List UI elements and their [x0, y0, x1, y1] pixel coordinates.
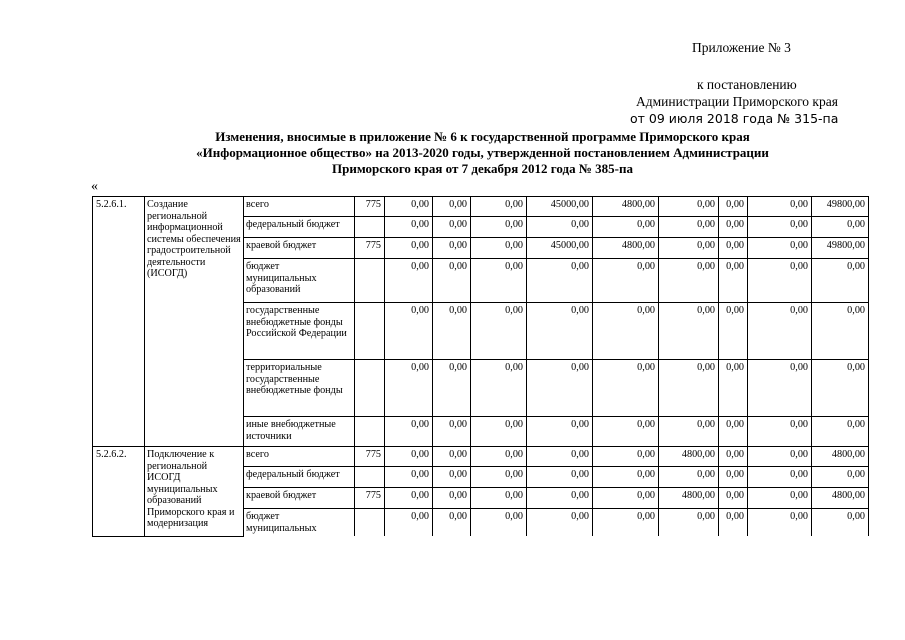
amount-cell: 0,00 — [748, 360, 812, 417]
amount-cell: 0,00 — [385, 259, 433, 303]
amount-cell: 0,00 — [433, 259, 471, 303]
amount-cell: 0,00 — [659, 197, 719, 217]
amount-cell: 0,00 — [433, 417, 471, 447]
funding-source: государственные внебюджетные фонды Российской Федерации — [244, 303, 355, 360]
amount-cell: 0,00 — [719, 417, 748, 447]
amount-cell: 0,00 — [593, 467, 659, 488]
amount-cell: 4800,00 — [659, 447, 719, 467]
amount-cell: 0,00 — [659, 259, 719, 303]
administration-label: Администрации Приморского края — [636, 94, 838, 109]
grbs-code: 775 — [355, 488, 385, 509]
amount-cell: 0,00 — [812, 417, 869, 447]
amount-cell: 45000,00 — [527, 238, 593, 259]
amount-cell: 0,00 — [527, 488, 593, 509]
amount-cell: 0,00 — [385, 238, 433, 259]
funding-source: бюджет муниципальных образований — [244, 259, 355, 303]
amount-cell: 0,00 — [433, 467, 471, 488]
amount-cell: 0,00 — [659, 360, 719, 417]
amount-cell: 4800,00 — [593, 238, 659, 259]
amount-cell: 0,00 — [385, 417, 433, 447]
grbs-code — [355, 303, 385, 360]
amount-cell: 0,00 — [812, 303, 869, 360]
amount-cell: 0,00 — [593, 488, 659, 509]
amount-cell: 0,00 — [593, 259, 659, 303]
amount-cell: 0,00 — [659, 238, 719, 259]
amount-cell: 0,00 — [385, 360, 433, 417]
amount-cell: 0,00 — [719, 467, 748, 488]
amount-cell: 0,00 — [385, 447, 433, 467]
funding-source: иные внебюджетные источники — [244, 417, 355, 447]
amount-cell: 0,00 — [593, 509, 659, 537]
table-row — [93, 197, 869, 217]
amount-cell: 0,00 — [748, 467, 812, 488]
title-line-3: Приморского края от 7 декабря 2012 года № 385-па — [332, 161, 633, 176]
amount-cell: 0,00 — [719, 488, 748, 509]
amount-cell: 0,00 — [593, 303, 659, 360]
title-line-1: Изменения, вносимые в приложение № 6 к государственной программе Приморского края — [215, 129, 750, 144]
amount-cell: 0,00 — [659, 217, 719, 238]
amount-cell: 0,00 — [593, 417, 659, 447]
amount-cell: 0,00 — [471, 217, 527, 238]
grbs-code — [355, 417, 385, 447]
grbs-code — [355, 509, 385, 537]
amount-cell: 0,00 — [812, 509, 869, 537]
amount-cell: 0,00 — [719, 197, 748, 217]
grbs-code: 775 — [355, 238, 385, 259]
funding-source: краевой бюджет — [244, 488, 355, 509]
amount-cell: 4800,00 — [593, 197, 659, 217]
amount-cell: 0,00 — [812, 467, 869, 488]
amount-cell: 0,00 — [385, 217, 433, 238]
funding-source: всего — [244, 197, 355, 217]
amount-cell: 49800,00 — [812, 238, 869, 259]
amount-cell: 0,00 — [719, 360, 748, 417]
amount-cell: 0,00 — [433, 447, 471, 467]
amount-cell: 0,00 — [433, 238, 471, 259]
amount-cell: 0,00 — [719, 509, 748, 537]
title-line-2: «Информационное общество» на 2013-2020 годы, утвержденной постановлением Администрации — [196, 145, 769, 160]
grbs-code: 775 — [355, 197, 385, 217]
amount-cell: 0,00 — [719, 238, 748, 259]
amount-cell: 0,00 — [385, 197, 433, 217]
activity-name: Создание региональной информационной системы обеспечения градостроительной деятельности (ИСОГД) — [145, 197, 244, 447]
amount-cell: 0,00 — [433, 303, 471, 360]
amount-cell: 0,00 — [748, 217, 812, 238]
amount-cell: 0,00 — [433, 509, 471, 537]
amount-cell: 0,00 — [471, 488, 527, 509]
amount-cell: 4800,00 — [812, 488, 869, 509]
amount-cell: 0,00 — [385, 467, 433, 488]
amount-cell: 0,00 — [748, 509, 812, 537]
amount-cell: 0,00 — [471, 447, 527, 467]
amount-cell: 0,00 — [527, 509, 593, 537]
table-row — [93, 447, 869, 467]
amount-cell: 0,00 — [659, 509, 719, 537]
amount-cell: 0,00 — [385, 303, 433, 360]
amount-cell: 4800,00 — [812, 447, 869, 467]
grbs-code — [355, 467, 385, 488]
grbs-code: 775 — [355, 447, 385, 467]
amount-cell: 0,00 — [385, 509, 433, 537]
amount-cell: 0,00 — [659, 303, 719, 360]
funding-source: краевой бюджет — [244, 238, 355, 259]
opening-quote: « — [91, 179, 98, 194]
amount-cell: 4800,00 — [659, 488, 719, 509]
grbs-code — [355, 259, 385, 303]
amount-cell: 0,00 — [527, 467, 593, 488]
amount-cell: 0,00 — [812, 259, 869, 303]
amount-cell: 0,00 — [719, 303, 748, 360]
amount-cell: 0,00 — [433, 197, 471, 217]
document-title — [130, 129, 835, 177]
amount-cell: 0,00 — [527, 360, 593, 417]
amount-cell: 0,00 — [471, 360, 527, 417]
amount-cell: 0,00 — [748, 238, 812, 259]
amount-cell: 0,00 — [385, 488, 433, 509]
amount-cell: 0,00 — [471, 238, 527, 259]
amount-cell: 0,00 — [471, 467, 527, 488]
funding-source: всего — [244, 447, 355, 467]
amount-cell: 0,00 — [527, 259, 593, 303]
amount-cell: 45000,00 — [527, 197, 593, 217]
row-code: 5.2.6.1. — [93, 197, 145, 447]
amount-cell: 0,00 — [471, 303, 527, 360]
amount-cell: 0,00 — [593, 360, 659, 417]
amount-cell: 0,00 — [748, 488, 812, 509]
amount-cell: 0,00 — [527, 417, 593, 447]
amount-cell: 0,00 — [471, 417, 527, 447]
grbs-code — [355, 217, 385, 238]
amount-cell: 0,00 — [527, 303, 593, 360]
appendix-number: Приложение № 3 — [692, 40, 791, 55]
amount-cell: 0,00 — [748, 259, 812, 303]
amount-cell: 0,00 — [471, 197, 527, 217]
amount-cell: 49800,00 — [812, 197, 869, 217]
amount-cell: 0,00 — [433, 488, 471, 509]
amount-cell: 0,00 — [593, 447, 659, 467]
activity-name: Подключение к региональной ИСОГД муниципальных образований Приморского края и модернизация — [145, 447, 244, 537]
amount-cell: 0,00 — [719, 259, 748, 303]
amount-cell: 0,00 — [593, 217, 659, 238]
funding-source: федеральный бюджет — [244, 467, 355, 488]
amount-cell: 0,00 — [659, 417, 719, 447]
amount-cell: 0,00 — [433, 217, 471, 238]
amount-cell: 0,00 — [527, 217, 593, 238]
amount-cell: 0,00 — [719, 447, 748, 467]
to-resolution-label: к постановлению — [697, 77, 797, 92]
amount-cell: 0,00 — [471, 259, 527, 303]
amount-cell: 0,00 — [748, 417, 812, 447]
amount-cell: 0,00 — [471, 509, 527, 537]
amount-cell: 0,00 — [527, 447, 593, 467]
amount-cell: 0,00 — [748, 303, 812, 360]
resolution-date: от 09 июля 2018 года № 315-па — [630, 111, 839, 126]
row-code: 5.2.6.2. — [93, 447, 145, 537]
amount-cell: 0,00 — [659, 467, 719, 488]
funding-source: федеральный бюджет — [244, 217, 355, 238]
amount-cell: 0,00 — [433, 360, 471, 417]
amount-cell: 0,00 — [812, 217, 869, 238]
funding-source: территориальные государственные внебюджетные фонды — [244, 360, 355, 417]
funding-table — [92, 196, 869, 537]
amount-cell: 0,00 — [719, 217, 748, 238]
grbs-code — [355, 360, 385, 417]
amount-cell: 0,00 — [748, 447, 812, 467]
amount-cell: 0,00 — [748, 197, 812, 217]
amount-cell: 0,00 — [812, 360, 869, 417]
funding-source: бюджет муниципальных — [244, 509, 355, 537]
